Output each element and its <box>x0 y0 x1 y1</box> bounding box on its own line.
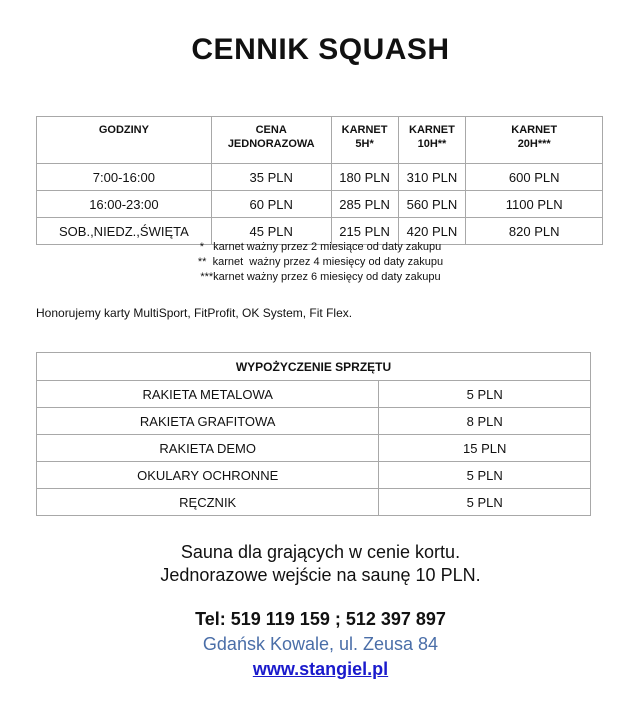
rental-header-row <box>37 353 591 381</box>
price-cell: 5 PLN <box>379 489 591 516</box>
price-table <box>36 116 603 245</box>
price-cell: 560 PLN <box>398 191 466 218</box>
footnote: ** karnet ważny przez 4 miesięcy od daty zakupu <box>197 256 444 268</box>
table-row <box>37 435 591 462</box>
header-karnet-5h: KARNET 5H* <box>331 117 398 164</box>
price-cell: 180 PLN <box>331 164 398 191</box>
item-cell: OKULARY OCHRONNE <box>37 462 379 489</box>
price-cell: 45 PLN <box>211 218 331 245</box>
header-karnet-10h: KARNET 10H** <box>398 117 466 164</box>
page-title: CENNIK SQUASH <box>191 33 450 66</box>
item-cell: RAKIETA METALOWA <box>37 381 379 408</box>
price-cell: 310 PLN <box>398 164 466 191</box>
price-cell: 5 PLN <box>379 462 591 489</box>
header-godziny: GODZINY <box>37 117 212 164</box>
price-cell: 5 PLN <box>379 381 591 408</box>
table-row <box>37 164 603 191</box>
table-row <box>37 462 591 489</box>
table-row <box>37 408 591 435</box>
price-cell: 15 PLN <box>379 435 591 462</box>
equipment-rental-table <box>36 352 591 516</box>
price-cell: 8 PLN <box>379 408 591 435</box>
sauna-line: Sauna dla grających w cenie kortu. <box>180 542 461 562</box>
hours-cell: 16:00-23:00 <box>37 191 212 218</box>
footnotes <box>0 240 641 285</box>
footnote: * karnet ważny przez 2 miesiące od daty zakupu <box>199 241 442 253</box>
price-cell: 420 PLN <box>398 218 466 245</box>
price-cell: 60 PLN <box>211 191 331 218</box>
item-cell: RAKIETA DEMO <box>37 435 379 462</box>
address: Gdańsk Kowale, ul. Zeusa 84 <box>202 634 439 654</box>
price-table-header-row <box>37 117 603 164</box>
phone-numbers: Tel: 519 119 159 ; 512 397 897 <box>195 609 446 629</box>
price-cell: 600 PLN <box>466 164 603 191</box>
header-karnet-20h: KARNET 20H*** <box>466 117 603 164</box>
hours-cell: 7:00-16:00 <box>37 164 212 191</box>
price-cell: 820 PLN <box>466 218 603 245</box>
price-cell: 35 PLN <box>211 164 331 191</box>
price-cell: 1100 PLN <box>466 191 603 218</box>
footnote: ***karnet ważny przez 6 miesięcy od daty zakupu <box>200 271 441 283</box>
table-row <box>37 381 591 408</box>
sauna-line: Jednorazowe wejście na saunę 10 PLN. <box>160 565 481 585</box>
table-row <box>37 489 591 516</box>
website-link[interactable]: www.stangiel.pl <box>252 659 389 679</box>
item-cell: RĘCZNIK <box>37 489 379 516</box>
rental-header: WYPOŻYCZENIE SPRZĘTU <box>37 353 591 381</box>
accepted-cards-text: Honorujemy karty MultiSport, FitProfit, OK System, Fit Flex. <box>36 306 353 320</box>
header-cena-jednorazowa: CENA JEDNORAZOWA <box>211 117 331 164</box>
hours-cell: SOB.,NIEDZ.,ŚWIĘTA <box>37 218 212 245</box>
item-cell: RAKIETA GRAFITOWA <box>37 408 379 435</box>
website <box>0 659 641 680</box>
price-cell: 215 PLN <box>331 218 398 245</box>
price-cell: 285 PLN <box>331 191 398 218</box>
table-row <box>37 191 603 218</box>
sauna-info <box>0 541 641 587</box>
